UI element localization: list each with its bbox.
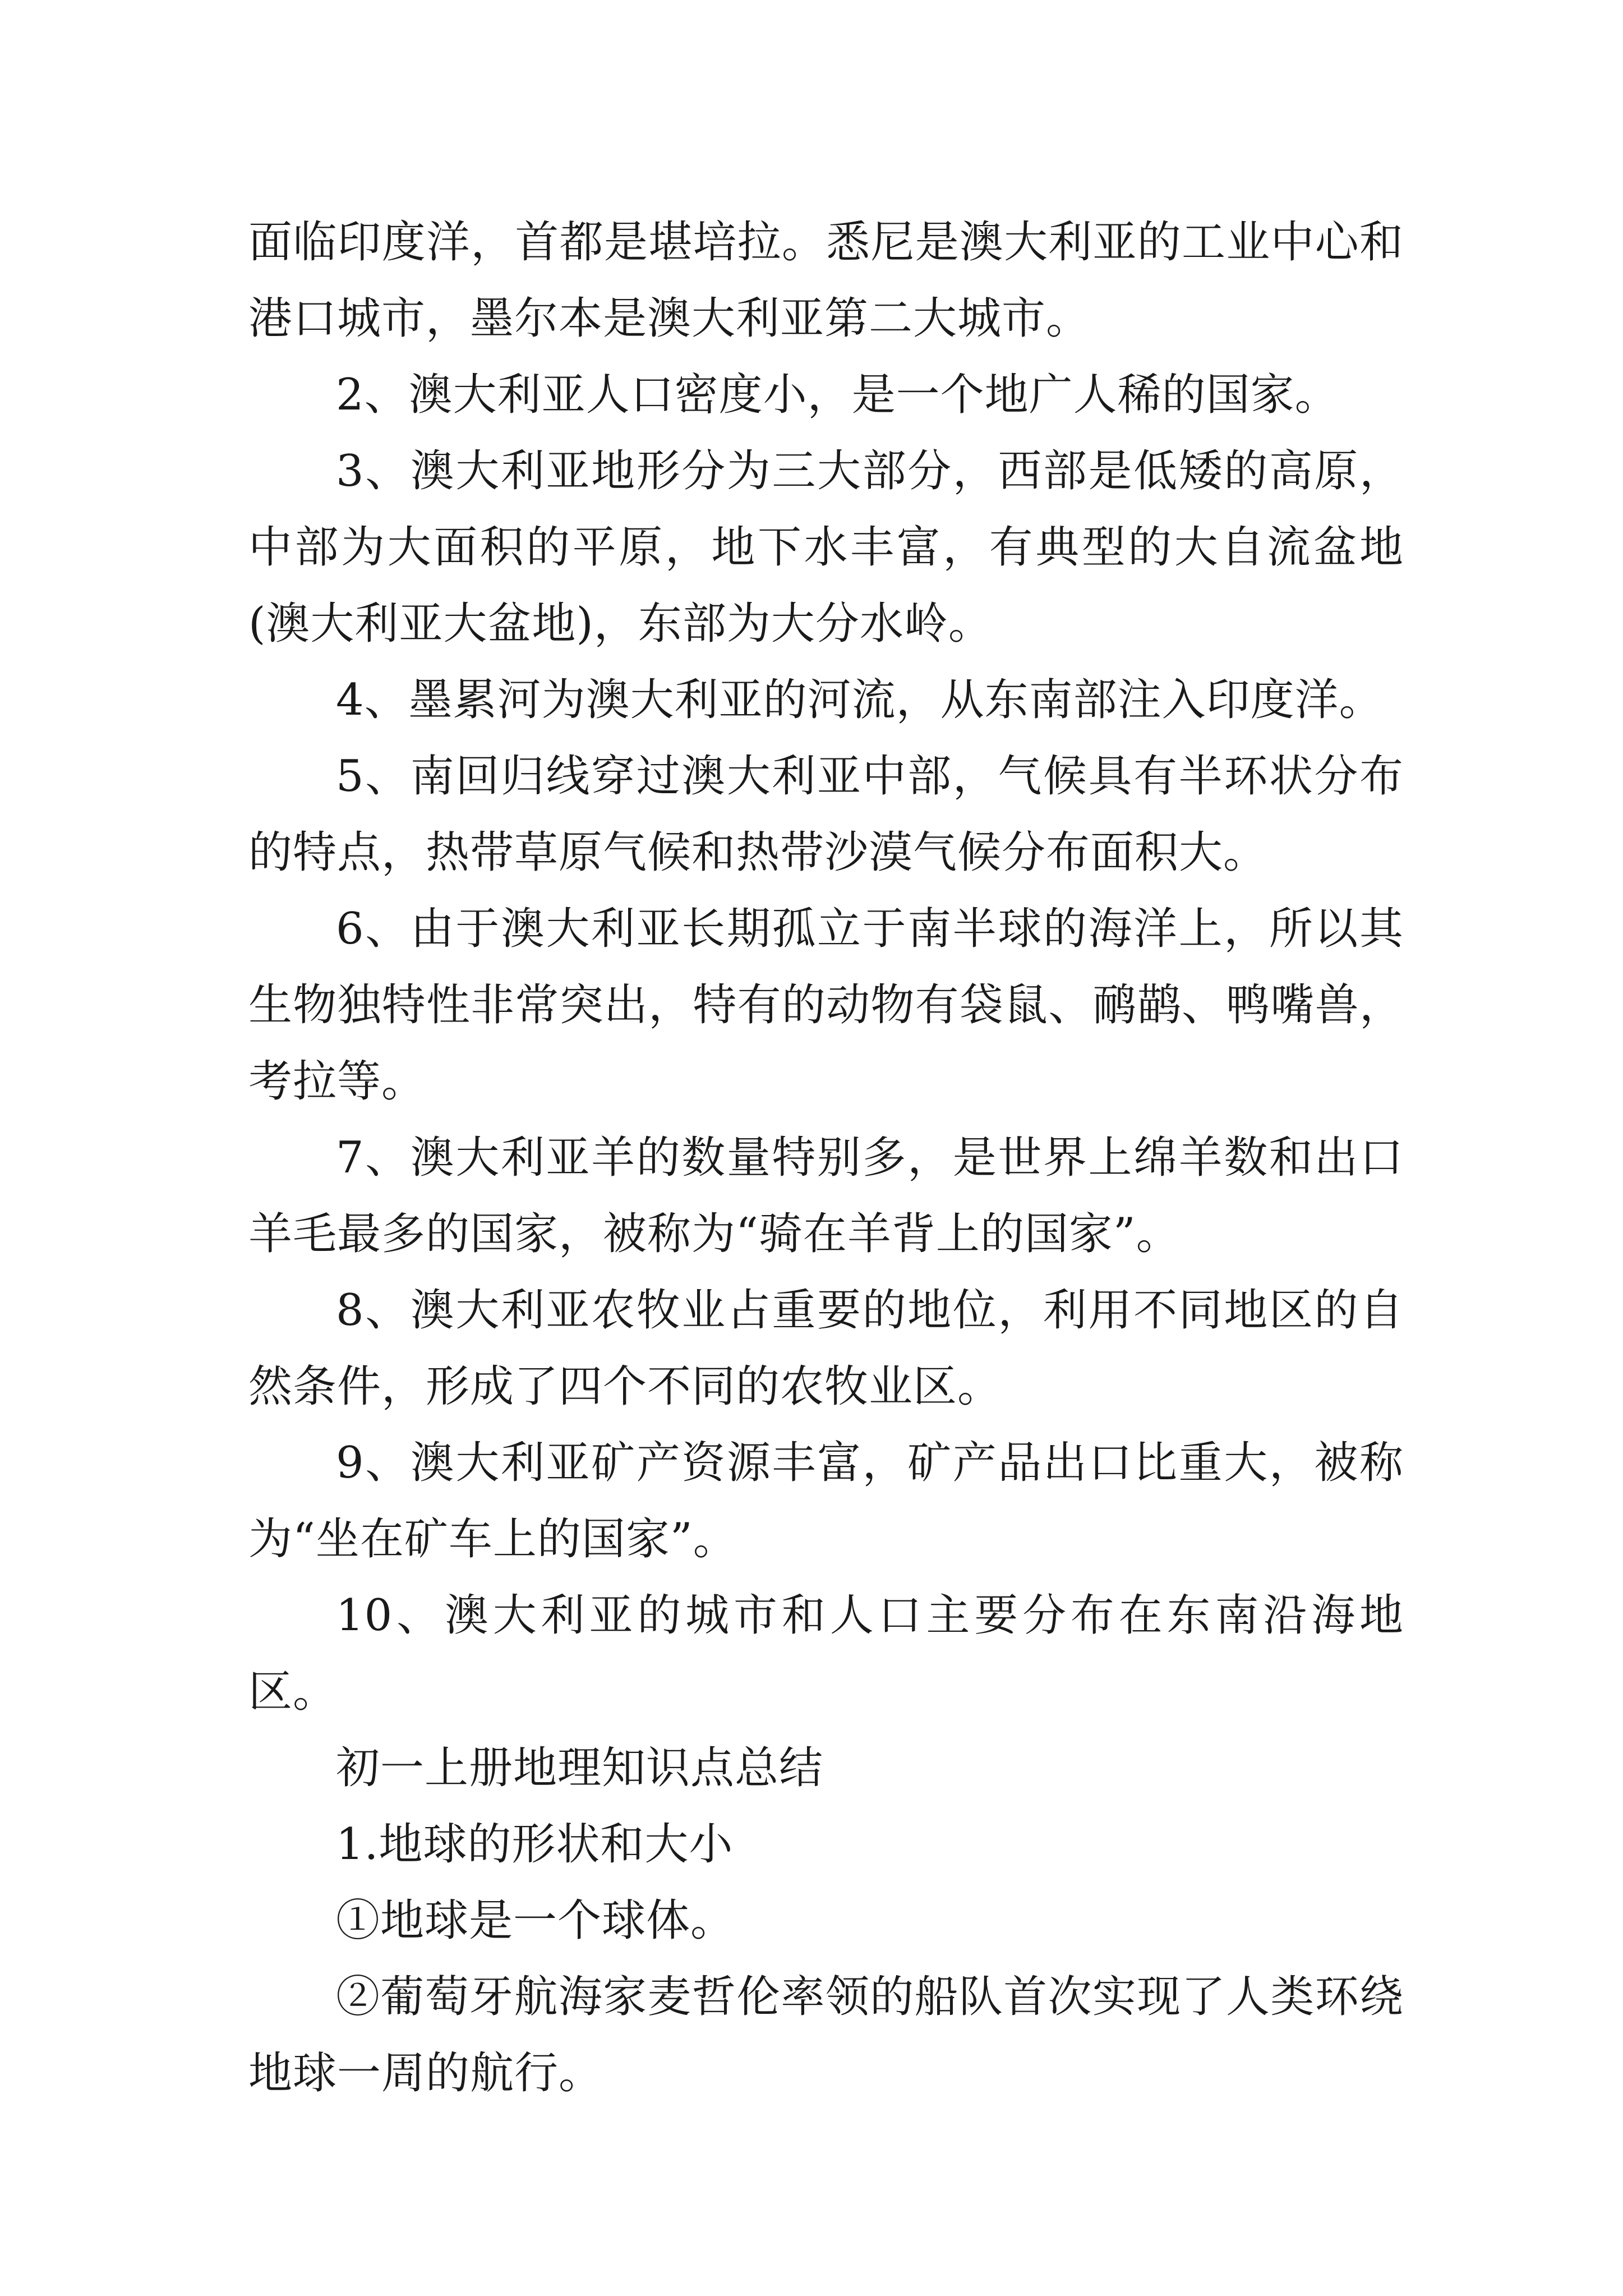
paragraph-sheep: 7、澳大利亚羊的数量特别多，是世界上绵羊数和出口羊毛最多的国家，被称为“骑在羊背上的国家”。	[248, 1133, 1404, 1259]
paragraph-cities-distribution: 10、澳大利亚的城市和人口主要分布在东南沿海地区。	[248, 1590, 1404, 1717]
paragraph-unique-animals: 6、由于澳大利亚长期孤立于南半球的海洋上，所以其生物独特性非常突出，特有的动物有袋鼠、鸸鹋、鸭嘴兽，考拉等。	[248, 904, 1404, 1107]
subheading-earth-shape: 1.地球的形状和大小	[336, 1819, 734, 1870]
paragraph-murray-river: 4、墨累河为澳大利亚的河流，从东南部注入印度洋。	[336, 675, 1384, 725]
list-item-earth-sphere: ①地球是一个球体。	[336, 1895, 735, 1946]
paragraph-minerals: 9、澳大利亚矿产资源丰富，矿产品出口比重大，被称为“坐在矿车上的国家”。	[248, 1438, 1404, 1565]
list-item-magellan: ②葡萄牙航海家麦哲伦率领的船队首次实现了人类环绕地球一周的航行。	[248, 1972, 1404, 2099]
paragraph-population-density: 2、澳大利亚人口密度小，是一个地广人稀的国家。	[336, 370, 1339, 420]
paragraph-terrain: 3、澳大利亚地形分为三大部分，西部是低矮的高原，中部为大面积的平原，地下水丰富，有典型的大自流盆地(澳大利亚大盆地)，东部为大分水岭。	[248, 446, 1404, 649]
paragraph-capital-cities: 面临印度洋，首都是堪培拉。悉尼是澳大利亚的工业中心和港口城市，墨尔本是澳大利亚第二大城市。	[248, 217, 1404, 344]
section-heading: 初一上册地理知识点总结	[336, 1743, 824, 1793]
paragraph-agriculture: 8、澳大利亚农牧业占重要的地位，利用不同地区的自然条件，形成了四个不同的农牧业区。	[248, 1285, 1404, 1412]
document-body	[248, 204, 1404, 2111]
paragraph-climate: 5、南回归线穿过澳大利亚中部，气候具有半环状分布的特点，热带草原气候和热带沙漠气候分布面积大。	[248, 751, 1404, 878]
